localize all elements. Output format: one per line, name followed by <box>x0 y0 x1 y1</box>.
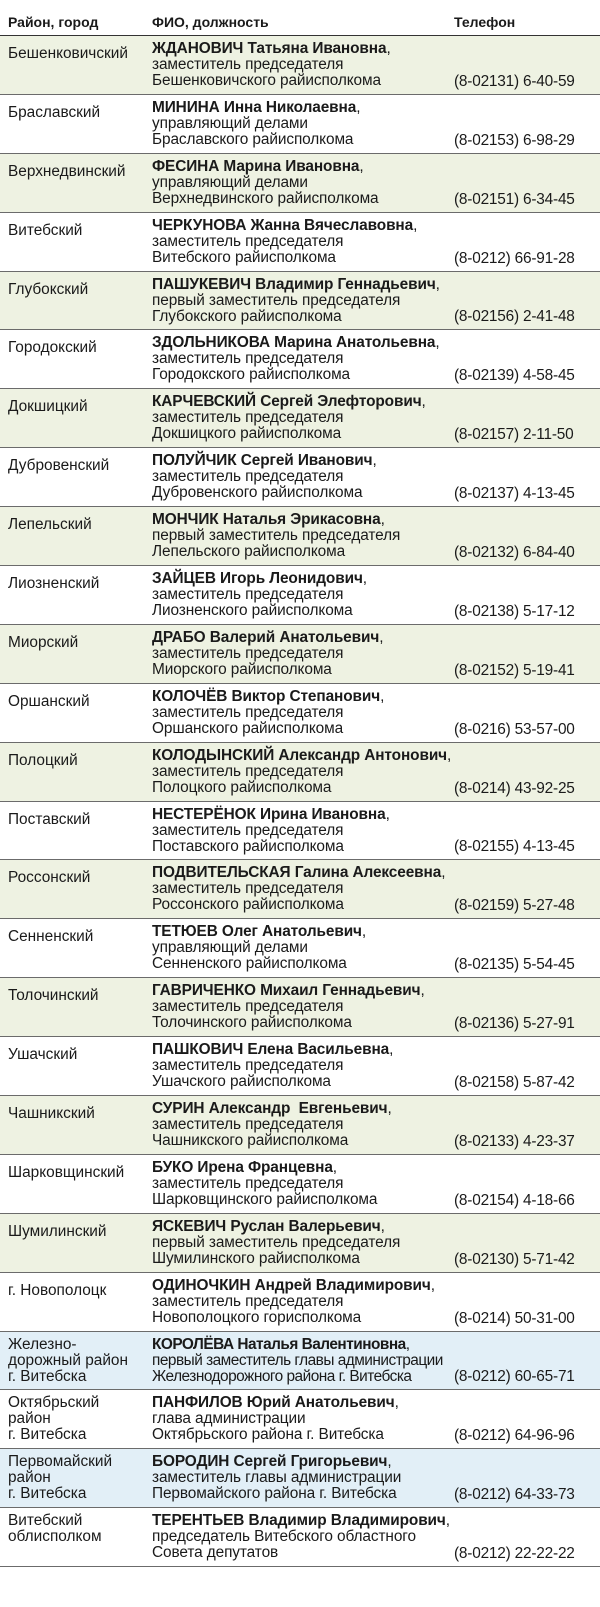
phone-number: (8-0212) 60-65-71 <box>454 1368 575 1386</box>
person-surname: ПОДВИТЕЛЬСКАЯ <box>152 864 291 882</box>
position-line-2: Дубровенского райисполкома <box>152 484 363 502</box>
position-line-2: Полоцкого райисполкома <box>152 778 332 796</box>
position-line-1: управляющий делами <box>152 939 308 957</box>
table-row <box>0 684 600 743</box>
position-line-1: председатель Витебского областного <box>152 1528 416 1546</box>
position-line-2: Бешенковичского райисполкома <box>152 72 381 89</box>
name-comma: , <box>405 1335 410 1353</box>
person-name-line <box>152 1160 452 1176</box>
person-cell <box>152 218 452 266</box>
person-name <box>152 158 359 175</box>
position-line-1: заместитель председателя <box>152 468 344 486</box>
table-row <box>0 507 600 566</box>
position-line-2: Россонского райисполкома <box>152 896 344 914</box>
person-surname: ПАШУКЕВИЧ <box>152 275 251 293</box>
district-cell: г. Новополоцк <box>8 1281 107 1299</box>
position-line-1: заместитель председателя <box>152 762 344 780</box>
district-cell: Миорский <box>8 633 79 651</box>
table-row <box>0 860 600 919</box>
person-cell <box>152 748 452 796</box>
person-name <box>152 40 386 57</box>
position-line-1: заместитель председателя <box>152 1057 344 1075</box>
position-line-2: Браславского райисполкома <box>152 130 354 148</box>
position-line-1: заместитель председателя <box>152 586 344 604</box>
person-name-line <box>152 1278 452 1294</box>
table-row <box>0 743 600 802</box>
person-given-name: Жанна Вячеславовна <box>250 216 414 234</box>
person-surname: ТЕТЮЕВ <box>152 923 218 941</box>
person-cell <box>152 571 452 619</box>
table-row <box>0 1214 600 1273</box>
person-name-line <box>152 1454 452 1470</box>
position-line-2: Октябрьского района г. Витебска <box>152 1426 384 1444</box>
person-name <box>152 570 363 587</box>
phone-number: (8-02131) 6-40-59 <box>454 72 575 90</box>
person-surname: БУКО <box>152 1158 194 1176</box>
district-cell: Октябрьский район г. Витебска <box>8 1394 100 1444</box>
person-name-line <box>152 512 452 528</box>
name-comma: , <box>430 1276 435 1294</box>
person-name-line <box>152 630 452 646</box>
person-cell <box>152 865 452 913</box>
position-line-2: Железнодорожного района г. Витебска <box>152 1367 412 1385</box>
person-name <box>152 688 380 705</box>
person-given-name: Ирена Францевна <box>197 1158 333 1176</box>
name-comma: , <box>380 1217 385 1235</box>
person-given-name: Елена Васильевна <box>247 1041 390 1059</box>
person-name <box>152 629 379 646</box>
position-line-2: Поставского райисполкома <box>152 837 344 855</box>
person-cell <box>152 1337 452 1385</box>
name-comma: , <box>387 1100 392 1118</box>
person-surname: ПОЛУЙЧИК <box>152 452 237 470</box>
person-cell <box>152 1454 452 1502</box>
person-given-name: Михаил Геннадьевич <box>260 982 421 1000</box>
position-line-2: Первомайского района г. Витебска <box>152 1485 397 1503</box>
table-row <box>0 566 600 625</box>
phone-number: (8-02135) 5-54-45 <box>454 956 575 974</box>
person-surname: ЗДОЛЬНИКОВА <box>152 334 270 352</box>
person-name-line <box>152 983 452 999</box>
position-line-2: Глубокского райисполкома <box>152 307 342 325</box>
person-given-name: Сергей Григорьевич <box>233 1453 388 1471</box>
person-name <box>152 393 422 410</box>
name-comma: , <box>435 334 440 352</box>
position-line-1: заместитель председателя <box>152 644 344 662</box>
name-comma: , <box>386 40 391 57</box>
position-line-1: управляющий делами <box>152 173 308 191</box>
district-cell: Ушачский <box>8 1046 78 1064</box>
person-name <box>152 864 441 881</box>
name-comma: , <box>445 1512 450 1530</box>
table-row <box>0 1390 600 1449</box>
person-surname: ГАВРИЧЕНКО <box>152 982 256 1000</box>
district-cell: Первомайский район г. Витебска <box>8 1453 113 1503</box>
person-surname: ПАНФИЛОВ <box>152 1394 243 1412</box>
position-line-2: Городокского райисполкома <box>152 366 351 384</box>
phone-number: (8-02153) 6-98-29 <box>454 131 575 149</box>
position-line-1: заместитель председателя <box>152 350 344 368</box>
person-given-name: Владимир Геннадьевич <box>255 275 436 293</box>
person-name-line <box>152 1219 452 1235</box>
person-given-name: Олег Анатольевич <box>221 923 362 941</box>
person-cell <box>152 453 452 501</box>
name-comma: , <box>420 982 425 1000</box>
position-line-2: Шарковщинского райисполкома <box>152 1190 378 1208</box>
table-body <box>0 36 600 1567</box>
person-surname: МИНИНА <box>152 98 220 116</box>
district-cell: Лепельский <box>8 516 92 534</box>
position-line-2: Верхнедвинского райисполкома <box>152 189 379 207</box>
district-cell: Поставский <box>8 810 91 828</box>
district-cell: Чашникский <box>8 1105 95 1123</box>
name-comma: , <box>362 570 367 588</box>
position-line-1: заместитель председателя <box>152 703 344 721</box>
person-name-line <box>152 394 452 410</box>
person-surname: ЧЕРКУНОВА <box>152 216 247 234</box>
person-given-name: Руслан Валерьевич <box>230 1217 381 1235</box>
person-given-name: Игорь Леонидович <box>220 570 363 588</box>
person-given-name: Галина Алексеевна <box>294 864 442 882</box>
position-line-2: Лиозненского райисполкома <box>152 602 353 620</box>
district-cell: Браславский <box>8 103 101 121</box>
person-name-line <box>152 453 452 469</box>
person-cell <box>152 159 452 207</box>
phone-number: (8-02152) 5-19-41 <box>454 661 575 679</box>
person-given-name: Ирина Ивановна <box>260 805 386 823</box>
phone-number: (8-0212) 22-22-22 <box>454 1545 575 1563</box>
person-surname: КОЛОДЫНСКИЙ <box>152 746 275 764</box>
person-surname: ЗАЙЦЕВ <box>152 570 216 588</box>
person-given-name: Александр Евгеньевич <box>208 1100 388 1118</box>
position-line-1: заместитель председателя <box>152 409 344 427</box>
table-row <box>0 330 600 389</box>
name-comma: , <box>385 805 390 823</box>
person-given-name: Владимир Владимирович <box>248 1512 446 1530</box>
district-cell: Витебский облисполком <box>8 1512 102 1546</box>
person-name-line <box>152 865 452 881</box>
person-cell <box>152 100 452 148</box>
position-line-1: первый заместитель председателя <box>152 291 401 309</box>
name-comma: , <box>387 1453 392 1471</box>
name-comma: , <box>356 98 361 116</box>
column-header-phone: Телефон <box>454 14 516 30</box>
person-given-name: Андрей Владимирович <box>254 1276 431 1294</box>
name-comma: , <box>359 157 364 175</box>
position-line-2: Миорского райисполкома <box>152 660 332 678</box>
district-cell: Оршанский <box>8 692 90 710</box>
district-cell: Шарковщинский <box>8 1163 125 1181</box>
table-row <box>0 919 600 978</box>
person-name-line <box>152 335 452 351</box>
phone-number: (8-0214) 50-31-00 <box>454 1309 575 1327</box>
person-given-name: Наталья Эрикасовна <box>222 511 381 529</box>
table-row <box>0 1273 600 1332</box>
person-name <box>152 276 436 293</box>
person-name <box>152 1218 381 1235</box>
district-cell: Лиозненский <box>8 575 100 593</box>
position-line-1: заместитель главы администрации <box>152 1469 402 1487</box>
person-cell <box>152 1513 452 1561</box>
table-row <box>0 1508 600 1567</box>
person-name-line <box>152 1042 452 1058</box>
phone-number: (8-02139) 4-58-45 <box>454 367 575 385</box>
table-row <box>0 1332 600 1391</box>
position-line-2: Витебского райисполкома <box>152 248 336 266</box>
person-name <box>152 511 381 528</box>
person-name <box>152 1512 446 1529</box>
position-line-1: заместитель председателя <box>152 998 344 1016</box>
name-comma: , <box>372 452 377 470</box>
position-line-2: Шумилинского райисполкома <box>152 1249 360 1267</box>
phone-number: (8-02151) 6-34-45 <box>454 190 575 208</box>
phone-number: (8-02158) 5-87-42 <box>454 1074 575 1092</box>
table-row <box>0 95 600 154</box>
person-cell <box>152 277 452 325</box>
person-name <box>152 1277 431 1294</box>
table-row <box>0 802 600 861</box>
name-comma: , <box>421 393 426 411</box>
person-name <box>152 923 362 940</box>
column-header-person: ФИО, должность <box>152 14 269 30</box>
person-surname: МОНЧИК <box>152 511 219 529</box>
name-comma: , <box>380 687 385 705</box>
person-name <box>152 1041 389 1058</box>
name-comma: , <box>379 628 384 646</box>
person-name-line <box>152 807 452 823</box>
person-cell <box>152 924 452 972</box>
district-cell: Железно- дорожный район г. Витебска <box>8 1335 128 1385</box>
person-cell <box>152 394 452 442</box>
person-name-line <box>152 277 452 293</box>
name-comma: , <box>413 216 418 234</box>
name-comma: , <box>441 864 446 882</box>
table-row <box>0 1449 600 1508</box>
table-row <box>0 1037 600 1096</box>
position-line-2: Докшицкого райисполкома <box>152 425 342 443</box>
phone-number: (8-0212) 64-33-73 <box>454 1486 575 1504</box>
position-line-2: Новополоцкого горисполкома <box>152 1308 362 1326</box>
person-name-line <box>152 748 452 764</box>
phone-number: (8-02133) 4-23-37 <box>454 1132 575 1150</box>
person-cell <box>152 983 452 1031</box>
phone-number: (8-02156) 2-41-48 <box>454 308 575 326</box>
position-line-1: первый заместитель главы администрации <box>152 1351 443 1369</box>
person-name <box>152 99 356 116</box>
person-name-line <box>152 924 452 940</box>
person-cell <box>152 1042 452 1090</box>
table-row <box>0 272 600 331</box>
person-cell <box>152 41 452 89</box>
name-comma: , <box>389 1041 394 1059</box>
phone-number: (8-02130) 5-71-42 <box>454 1250 575 1268</box>
person-cell <box>152 1395 452 1443</box>
name-comma: , <box>447 746 452 764</box>
table-row <box>0 389 600 448</box>
name-comma: , <box>380 511 385 529</box>
person-given-name: Сергей Иванович <box>240 452 373 470</box>
person-given-name: Сергей Элефторович <box>260 393 422 411</box>
position-line-2: Толочинского райисполкома <box>152 1014 352 1032</box>
district-cell: Полоцкий <box>8 751 78 769</box>
person-name <box>152 982 420 999</box>
phone-number: (8-02137) 4-13-45 <box>454 485 575 503</box>
person-name-line <box>152 159 452 175</box>
person-surname: ПАШКОВИЧ <box>152 1041 244 1059</box>
person-cell <box>152 807 452 855</box>
table-row <box>0 36 600 95</box>
position-line-1: первый заместитель председателя <box>152 1233 401 1251</box>
position-line-2: Совета депутатов <box>152 1544 279 1562</box>
person-surname: ЯСКЕВИЧ <box>152 1217 227 1235</box>
position-line-1: управляющий делами <box>152 114 308 132</box>
position-line-1: заместитель председателя <box>152 880 344 898</box>
person-cell <box>152 1101 452 1149</box>
person-surname: КОРОЛЁВА <box>152 1335 234 1353</box>
person-name <box>152 1453 387 1470</box>
person-cell <box>152 512 452 560</box>
person-name-line <box>152 571 452 587</box>
table-row <box>0 978 600 1037</box>
position-line-2: Сенненского райисполкома <box>152 955 347 973</box>
person-surname: ФЕСИНА <box>152 157 220 175</box>
person-name <box>152 1100 387 1117</box>
position-line-1: заместитель председателя <box>152 821 344 839</box>
person-name <box>152 1336 406 1353</box>
district-cell: Толочинский <box>8 987 99 1005</box>
table-row <box>0 625 600 684</box>
district-cell: Витебский <box>8 221 83 239</box>
person-surname: СУРИН <box>152 1100 205 1118</box>
person-cell <box>152 1278 452 1326</box>
position-line-2: Лепельского райисполкома <box>152 543 346 561</box>
phone-number: (8-02154) 4-18-66 <box>454 1191 575 1209</box>
name-comma: , <box>394 1394 399 1412</box>
position-line-1: заместитель председателя <box>152 232 344 250</box>
name-comma: , <box>361 923 367 941</box>
person-cell <box>152 689 452 737</box>
person-given-name: Наталья Валентиновна <box>237 1335 406 1353</box>
person-surname: ОДИНОЧКИН <box>152 1276 251 1294</box>
district-cell: Сенненский <box>8 928 94 946</box>
person-surname: КАРЧЕВСКИЙ <box>152 393 257 411</box>
person-name <box>152 452 372 469</box>
person-given-name: Марина Ивановна <box>223 157 360 175</box>
position-line-1: первый заместитель председателя <box>152 527 401 545</box>
phone-number: (8-02155) 4-13-45 <box>454 838 575 856</box>
person-name-line <box>152 100 452 116</box>
table-row <box>0 154 600 213</box>
person-surname: ТЕРЕНТЬЕВ <box>152 1512 245 1530</box>
person-name-line <box>152 218 452 234</box>
person-name <box>152 334 435 351</box>
district-cell: Бешенковичский <box>8 45 128 62</box>
position-line-2: Оршанского райисполкома <box>152 719 344 737</box>
person-surname: ЖДАНОВИЧ <box>152 40 244 57</box>
phone-number: (8-02136) 5-27-91 <box>454 1015 575 1033</box>
phone-number: (8-0212) 66-91-28 <box>454 249 575 267</box>
person-cell <box>152 335 452 383</box>
table-row <box>0 448 600 507</box>
person-given-name: Марина Анатольевна <box>274 334 436 352</box>
district-cell: Докшицкий <box>8 398 88 416</box>
position-line-1: заместитель председателя <box>152 56 344 73</box>
district-cell: Городокский <box>8 339 97 357</box>
column-header-district: Район, город <box>8 14 99 30</box>
phone-number: (8-0216) 53-57-00 <box>454 720 575 738</box>
person-surname: НЕСТЕРЁНОК <box>152 805 256 823</box>
person-name-line <box>152 1395 452 1411</box>
person-given-name: Татьяна Ивановна <box>247 40 387 57</box>
person-surname: БОРОДИН <box>152 1453 230 1471</box>
table-header <box>0 10 600 36</box>
person-name-line <box>152 41 452 57</box>
person-surname: КОЛОЧЁВ <box>152 687 228 705</box>
name-comma: , <box>332 1158 337 1176</box>
person-given-name: Инна Николаевна <box>223 98 357 116</box>
person-given-name: Юрий Анатольевич <box>246 1394 395 1412</box>
phone-number: (8-02157) 2-11-50 <box>454 426 574 444</box>
position-line-2: Ушачского райисполкома <box>152 1073 331 1091</box>
table-row <box>0 1096 600 1155</box>
district-cell: Россонский <box>8 869 91 887</box>
person-name <box>152 1394 395 1411</box>
person-cell <box>152 1160 452 1208</box>
position-line-1: заместитель председателя <box>152 1116 344 1134</box>
name-comma: , <box>435 275 440 293</box>
person-given-name: Александр Антонович <box>278 746 448 764</box>
position-line-1: заместитель председателя <box>152 1292 344 1310</box>
person-cell <box>152 1219 452 1267</box>
person-name-line <box>152 1513 452 1529</box>
person-given-name: Виктор Степанович <box>231 687 381 705</box>
person-name <box>152 806 386 823</box>
phone-number: (8-02138) 5-17-12 <box>454 602 575 620</box>
person-surname: ДРАБО <box>152 628 206 646</box>
person-name <box>152 217 413 234</box>
district-cell: Дубровенский <box>8 457 110 475</box>
position-line-1: глава администрации <box>152 1410 306 1428</box>
person-name-line <box>152 689 452 705</box>
person-name <box>152 747 447 764</box>
position-line-2: Чашникского райисполкома <box>152 1132 349 1150</box>
phone-number: (8-02159) 5-27-48 <box>454 897 575 915</box>
district-cell: Верхнедвинский <box>8 162 126 180</box>
person-given-name: Валерий Анатольевич <box>209 628 380 646</box>
position-line-1: заместитель председателя <box>152 1174 344 1192</box>
district-cell: Шумилинский <box>8 1222 107 1240</box>
table-row <box>0 1155 600 1214</box>
person-name-line <box>152 1337 452 1353</box>
table-row <box>0 213 600 272</box>
phone-number: (8-0214) 43-92-25 <box>454 779 575 797</box>
district-cell: Глубокский <box>8 280 89 298</box>
person-cell <box>152 630 452 678</box>
phone-number: (8-0212) 64-96-96 <box>454 1427 575 1445</box>
person-name-line <box>152 1101 452 1117</box>
phone-number: (8-02132) 6-84-40 <box>454 544 575 562</box>
person-name <box>152 1159 333 1176</box>
